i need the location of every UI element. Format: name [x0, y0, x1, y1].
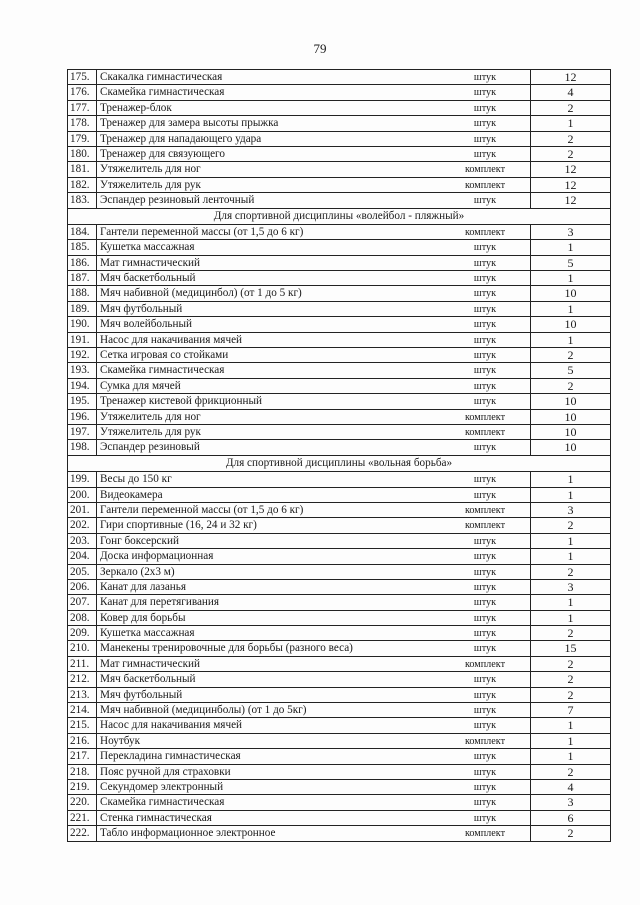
row-number: 191.: [68, 333, 97, 347]
item-unit: штук: [473, 720, 497, 732]
table-row: [68, 718, 610, 733]
row-number: 189.: [68, 302, 97, 316]
row-number: 183.: [68, 193, 97, 207]
item-unit: штук: [473, 87, 497, 99]
item-unit: штук: [473, 705, 497, 717]
row-number: 179.: [68, 132, 97, 146]
item-unit: штук: [473, 566, 497, 578]
item-name: Доска информационная: [100, 550, 214, 563]
item-name: Мат гимнастический: [100, 256, 201, 269]
row-number: 185.: [68, 240, 97, 254]
item-quantity: 2: [530, 672, 610, 686]
item-unit: комплект: [464, 164, 506, 176]
item-unit: комплект: [464, 226, 506, 238]
item-name: Мат гимнастический: [100, 657, 201, 670]
item-quantity: 1: [530, 302, 610, 316]
item-unit: штук: [473, 797, 497, 809]
row-number: 200.: [68, 488, 97, 502]
item-name: Зеркало (2х3 м): [100, 565, 175, 578]
item-quantity: 10: [530, 317, 610, 331]
table-row: [68, 410, 610, 425]
row-number: 210.: [68, 641, 97, 655]
item-name: Тренажер-блок: [100, 101, 172, 114]
item-unit: комплект: [464, 426, 506, 438]
item-name: Канат для перетягивания: [100, 596, 220, 609]
table-row: [68, 256, 610, 271]
table-row: [68, 472, 610, 487]
table-row: [68, 749, 610, 764]
item-name: Стенка гимнастическая: [100, 811, 212, 824]
table-row: [68, 703, 610, 718]
item-quantity: 1: [530, 116, 610, 130]
item-name: Тренажер для связующего: [100, 147, 225, 160]
item-unit: штук: [473, 102, 497, 114]
page-number: 79: [313, 41, 327, 56]
item-unit: штук: [473, 303, 497, 315]
row-number: 198.: [68, 440, 97, 454]
table-row: [68, 286, 610, 301]
item-name: Табло информационное электронное: [100, 827, 276, 840]
item-quantity: 3: [530, 503, 610, 517]
item-unit: штук: [473, 195, 497, 207]
item-quantity: 1: [530, 488, 610, 502]
table-row: [68, 440, 610, 455]
row-number: 209.: [68, 626, 97, 640]
row-number: 176.: [68, 85, 97, 99]
row-number: 192.: [68, 348, 97, 362]
item-quantity: 12: [530, 193, 610, 207]
item-name: Ноутбук: [100, 734, 141, 747]
item-name: Мяч набивной (медицинбол) (от 1 до 5 кг): [100, 287, 302, 300]
table-row: [68, 595, 610, 610]
item-quantity: 2: [530, 688, 610, 702]
item-quantity: 1: [530, 472, 610, 486]
item-name: Утяжелитель для ног: [100, 163, 201, 176]
row-number: 212.: [68, 672, 97, 686]
row-number: 193.: [68, 363, 97, 377]
item-quantity: 12: [530, 178, 610, 192]
item-name: Эспандер резиновый ленточный: [100, 194, 255, 207]
item-quantity: 4: [530, 780, 610, 794]
item-quantity: 10: [530, 425, 610, 439]
item-name: Утяжелитель для рук: [100, 425, 201, 438]
table-row: [68, 317, 610, 332]
row-number: 214.: [68, 703, 97, 717]
row-number: 199.: [68, 472, 97, 486]
item-name: Гири спортивные (16, 24 и 32 кг): [100, 519, 257, 532]
table-row: [68, 101, 610, 116]
table-row: [68, 147, 610, 162]
item-name: Весы до 150 кг: [100, 473, 172, 486]
row-number: 202.: [68, 518, 97, 532]
item-quantity: 1: [530, 271, 610, 285]
table-row: [68, 425, 610, 440]
table-row: [68, 688, 610, 703]
item-quantity: 10: [530, 394, 610, 408]
item-name: Манекены тренировочные для борьбы (разного веса): [100, 642, 353, 655]
item-unit: штук: [473, 133, 497, 145]
item-name: Канат для лазанья: [100, 580, 187, 593]
row-number: 187.: [68, 271, 97, 285]
item-name: Гантели переменной массы (от 1,5 до 6 кг): [100, 503, 304, 516]
item-unit: штук: [473, 812, 497, 824]
item-unit: штук: [473, 474, 497, 486]
item-name: Мяч футбольный: [100, 302, 183, 315]
item-quantity: 2: [530, 379, 610, 393]
table-row: [68, 193, 610, 208]
table-row: [68, 132, 610, 147]
item-name: Тренажер для нападающего удара: [100, 132, 262, 145]
item-unit: штук: [473, 288, 497, 300]
item-unit: штук: [473, 489, 497, 501]
item-unit: штук: [473, 643, 497, 655]
row-number: 196.: [68, 410, 97, 424]
table-row: [68, 657, 610, 672]
item-name: Ковер для борьбы: [100, 611, 186, 624]
item-unit: комплект: [464, 520, 506, 532]
item-unit: штук: [473, 597, 497, 609]
row-number: 216.: [68, 734, 97, 748]
table-row: [68, 379, 610, 394]
item-name: Насос для накачивания мячей: [100, 719, 243, 732]
table-row: [68, 534, 610, 549]
item-quantity: 1: [530, 549, 610, 563]
section-heading: Для спортивной дисциплины «вольная борьба»: [68, 456, 610, 472]
item-name: Скамейка гимнастическая: [100, 364, 225, 377]
row-number: 213.: [68, 688, 97, 702]
item-quantity: 2: [530, 765, 610, 779]
table-row: [68, 394, 610, 409]
item-unit: штук: [473, 350, 497, 362]
item-unit: штук: [473, 766, 497, 778]
row-number: 178.: [68, 116, 97, 130]
table-row: [68, 302, 610, 317]
item-unit: штук: [473, 273, 497, 285]
item-name: Кушетка массажная: [100, 241, 195, 254]
item-name: Скамейка гимнастическая: [100, 86, 225, 99]
item-quantity: 1: [530, 611, 610, 625]
item-name: Перекладина гимнастическая: [100, 750, 241, 763]
item-unit: комплект: [464, 658, 506, 670]
table-row: [68, 240, 610, 255]
item-name: Гантели переменной массы (от 1,5 до 6 кг): [100, 225, 304, 238]
item-name: Гонг боксерский: [100, 534, 179, 547]
row-number: 188.: [68, 286, 97, 300]
item-quantity: 5: [530, 256, 610, 270]
section-heading: Для спортивной дисциплины «волейбол - пляжный»: [68, 209, 610, 225]
item-quantity: 3: [530, 225, 610, 239]
item-unit: штук: [473, 674, 497, 686]
item-quantity: 6: [530, 811, 610, 825]
table-row: [68, 565, 610, 580]
item-unit: штук: [473, 612, 497, 624]
table-row: [68, 70, 610, 85]
row-number: 180.: [68, 147, 97, 161]
item-unit: штук: [473, 148, 497, 160]
row-number: 203.: [68, 534, 97, 548]
row-number: 206.: [68, 580, 97, 594]
equipment-table: [67, 69, 611, 842]
row-number: 186.: [68, 256, 97, 270]
row-number: 182.: [68, 178, 97, 192]
item-unit: штук: [473, 365, 497, 377]
table-row: [68, 611, 610, 626]
table-row: [68, 488, 610, 503]
item-quantity: 1: [530, 333, 610, 347]
row-number: 194.: [68, 379, 97, 393]
item-quantity: 2: [530, 626, 610, 640]
item-unit: штук: [473, 751, 497, 763]
item-name: Утяжелитель для рук: [100, 178, 201, 191]
table-row: [68, 271, 610, 286]
row-number: 177.: [68, 101, 97, 115]
item-unit: штук: [473, 72, 497, 83]
item-unit: штук: [473, 535, 497, 547]
item-quantity: 3: [530, 795, 610, 809]
table-row: [68, 641, 610, 656]
item-name: Сетка игровая со стойками: [100, 349, 229, 362]
item-quantity: 2: [530, 132, 610, 146]
table-row: [68, 518, 610, 533]
table-row: [68, 225, 610, 240]
table-row: [68, 549, 610, 564]
row-number: 208.: [68, 611, 97, 625]
item-name: Пояс ручной для страховки: [100, 765, 231, 778]
row-number: 211.: [68, 657, 97, 671]
item-unit: штук: [473, 442, 497, 454]
item-name: Сумка для мячей: [100, 379, 181, 392]
table-row: [68, 811, 610, 826]
item-name: Эспандер резиновый: [100, 441, 200, 454]
row-number: 207.: [68, 595, 97, 609]
item-name: Секундомер электронный: [100, 780, 224, 793]
row-number: 184.: [68, 225, 97, 239]
table-row: [68, 580, 610, 595]
row-number: 222.: [68, 826, 97, 840]
item-quantity: 2: [530, 147, 610, 161]
row-number: 201.: [68, 503, 97, 517]
table-row: [68, 765, 610, 780]
item-quantity: 1: [530, 595, 610, 609]
item-unit: штук: [473, 242, 497, 254]
item-name: Кушетка массажная: [100, 627, 195, 640]
item-unit: комплект: [464, 828, 506, 840]
item-quantity: 1: [530, 734, 610, 748]
item-quantity: 12: [530, 70, 610, 84]
item-name: Тренажер для замера высоты прыжка: [100, 117, 279, 130]
table-row: [68, 85, 610, 100]
item-name: Скамейка гимнастическая: [100, 796, 225, 809]
table-row: [68, 162, 610, 177]
row-number: 175.: [68, 70, 97, 84]
item-quantity: 10: [530, 286, 610, 300]
item-name: Мяч баскетбольный: [100, 272, 196, 285]
table-row: [68, 116, 610, 131]
item-quantity: 2: [530, 348, 610, 362]
row-number: 219.: [68, 780, 97, 794]
item-quantity: 1: [530, 240, 610, 254]
item-quantity: 1: [530, 534, 610, 548]
item-quantity: 2: [530, 826, 610, 840]
item-quantity: 15: [530, 641, 610, 655]
item-quantity: 2: [530, 518, 610, 532]
item-quantity: 2: [530, 101, 610, 115]
item-unit: штук: [473, 551, 497, 563]
item-quantity: 10: [530, 410, 610, 424]
table-row: [68, 795, 610, 810]
item-unit: штук: [473, 581, 497, 593]
row-number: 190.: [68, 317, 97, 331]
table-row: [68, 672, 610, 687]
row-number: 220.: [68, 795, 97, 809]
row-number: 221.: [68, 811, 97, 825]
table-row: [68, 178, 610, 193]
item-unit: штук: [473, 257, 497, 269]
table-row: [68, 780, 610, 795]
table-row: [68, 734, 610, 749]
row-number: 204.: [68, 549, 97, 563]
item-name: Мяч баскетбольный: [100, 673, 196, 686]
item-quantity: 2: [530, 657, 610, 671]
item-name: Утяжелитель для ног: [100, 410, 201, 423]
table-row: [68, 363, 610, 378]
row-number: 197.: [68, 425, 97, 439]
item-quantity: 3: [530, 580, 610, 594]
item-quantity: 5: [530, 363, 610, 377]
item-name: Мяч футбольный: [100, 688, 183, 701]
item-quantity: 4: [530, 85, 610, 99]
row-number: 218.: [68, 765, 97, 779]
item-unit: комплект: [464, 179, 506, 191]
item-unit: штук: [473, 781, 497, 793]
row-number: 215.: [68, 718, 97, 732]
table-row: [68, 348, 610, 363]
item-unit: штук: [473, 319, 497, 331]
row-number: 205.: [68, 565, 97, 579]
item-quantity: 1: [530, 718, 610, 732]
item-quantity: 2: [530, 565, 610, 579]
row-number: 217.: [68, 749, 97, 763]
table-row: [68, 333, 610, 348]
item-unit: штук: [473, 380, 497, 392]
table-row: [68, 626, 610, 641]
item-name: Мяч набивной (медицинболы) (от 1 до 5кг): [100, 704, 307, 717]
item-unit: комплект: [464, 735, 506, 747]
item-quantity: 1: [530, 749, 610, 763]
row-number: 195.: [68, 394, 97, 408]
item-name: Скакалка гимнастическая: [100, 71, 223, 83]
item-quantity: 10: [530, 440, 610, 454]
item-unit: штук: [473, 334, 497, 346]
item-name: Видеокамера: [100, 488, 163, 501]
item-quantity: 7: [530, 703, 610, 717]
item-name: Мяч волейбольный: [100, 318, 193, 331]
item-unit: штук: [473, 396, 497, 408]
item-unit: штук: [473, 689, 497, 701]
table-row: [68, 503, 610, 518]
item-name: Насос для накачивания мячей: [100, 333, 243, 346]
item-unit: комплект: [464, 504, 506, 516]
table-row: [68, 826, 610, 841]
item-unit: штук: [473, 628, 497, 640]
item-unit: штук: [473, 118, 497, 130]
item-name: Тренажер кистевой фрикционный: [100, 395, 262, 408]
row-number: 181.: [68, 162, 97, 176]
item-quantity: 12: [530, 162, 610, 176]
item-unit: комплект: [464, 411, 506, 423]
